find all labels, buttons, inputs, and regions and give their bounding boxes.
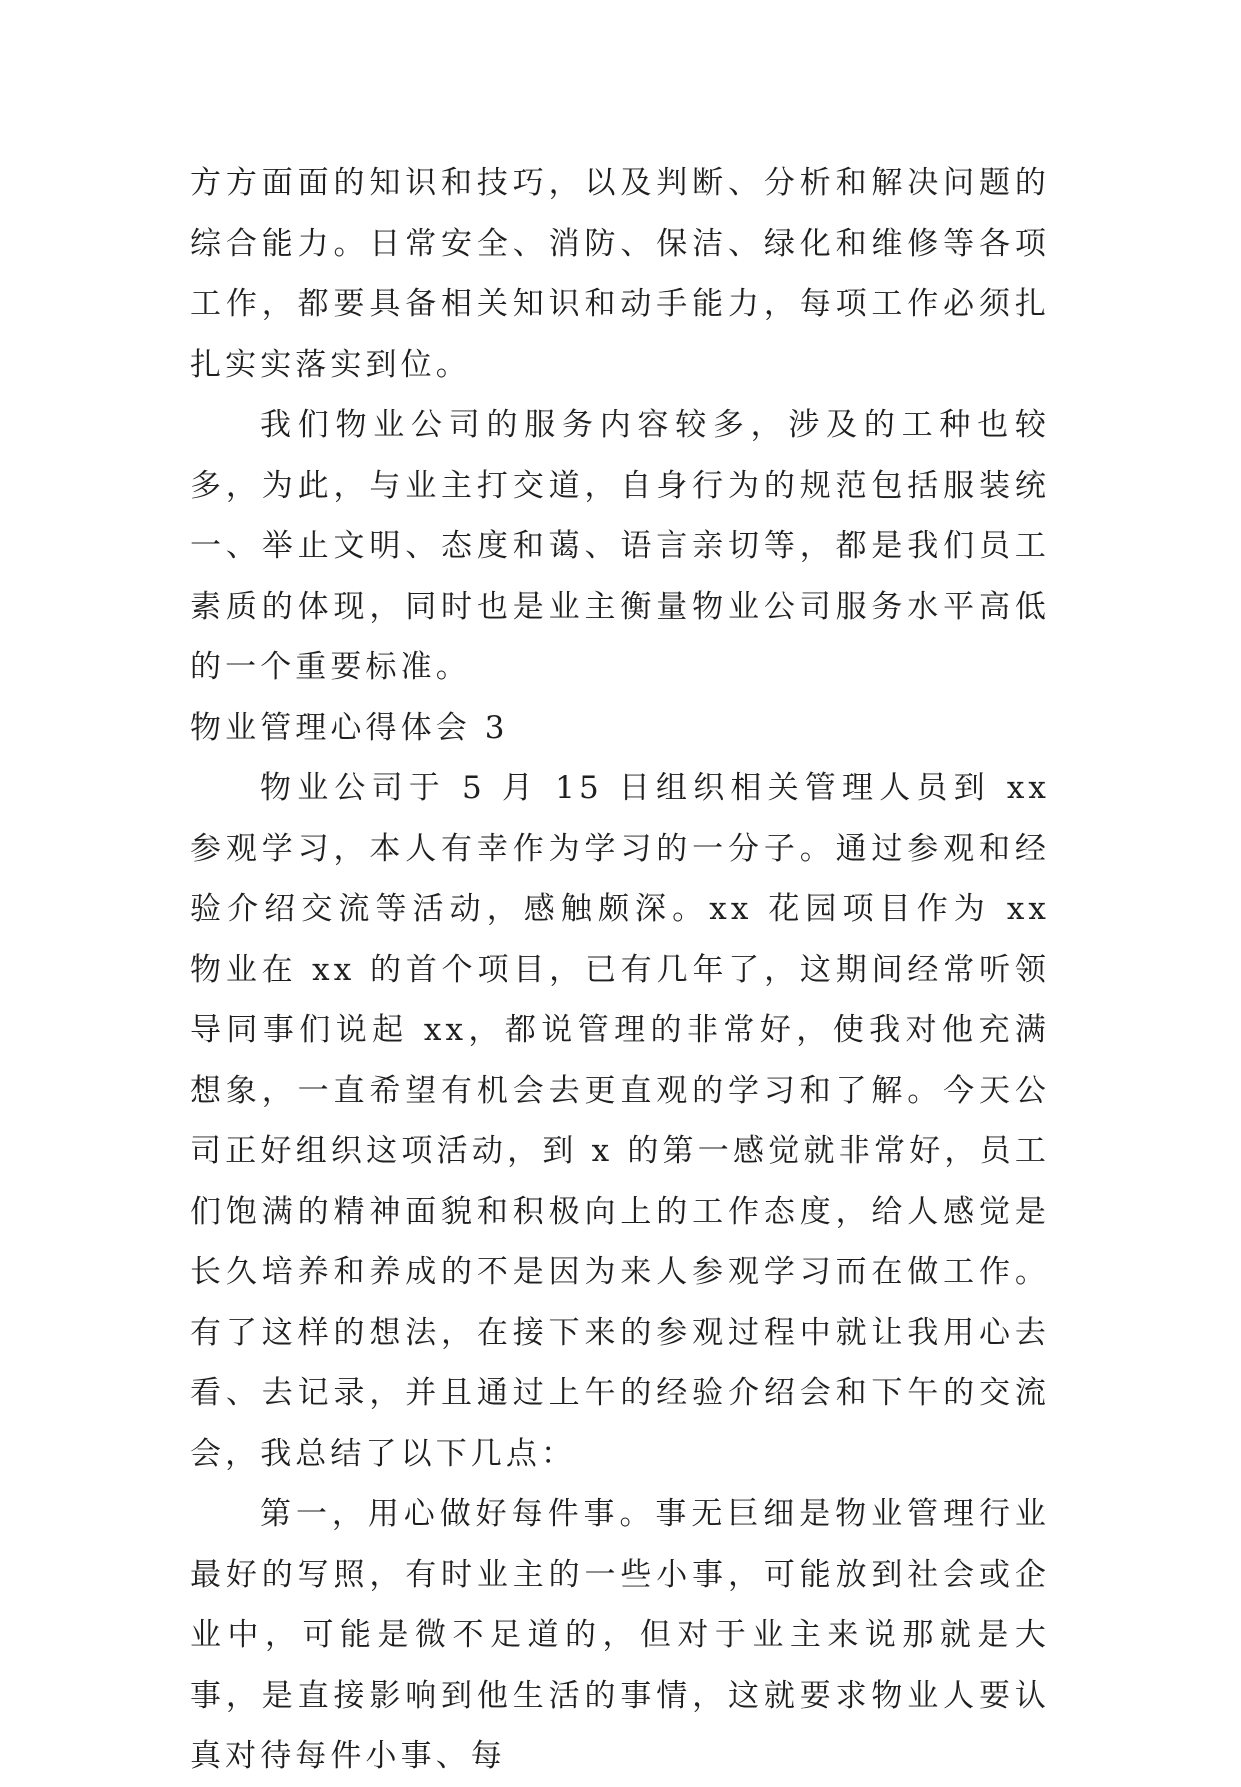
section-heading: 物业管理心得体会 3 <box>190 709 509 746</box>
paragraph-service-content: 我们物业公司的服务内容较多，涉及的工种也较多，为此，与业主打交道，自身行为的规范包括服装统一、举止文明、态度和蔼、语言亲切等，都是我们员工素质的体现，同时也是业主衡量物业公司服务水平高低的一个重要标准。 <box>190 407 1050 685</box>
paragraph-continuation: 方方面面的知识和技巧，以及判断、分析和解决问题的综合能力。日常安全、消防、保洁、绿化和维修等各项工作，都要具备相关知识和动手能力，每项工作必须扎扎实实落实到位。 <box>190 165 1050 383</box>
document-body <box>190 153 1050 1787</box>
paragraph-visit-study: 物业公司于 5 月 15 日组织相关管理人员到 xx 参观学习，本人有幸作为学习的一分子。通过参观和经验介绍交流等活动，感触颇深。xx 花园项目作为 xx 物业在 xx 的首个项目，已有几年了，这期间经常听领导同事们说起 xx，都说管理的非常好，使我对他充满想象，一直希望有机会去更直观的学习和了解。今天公司正好组织这项活动，到 x 的第一感觉就非常好，员工们饱满的精神面貌和积极向上的工作态度，给人感觉是长久培养和养成的不是因为来人参观学习而在做工作。有了这样的想法，在接下来的参观过程中就让我用心去看、去记录，并且通过上午的经验介绍会和下午的交流会，我总结了以下几点： <box>190 770 1050 1472</box>
paragraph-point-one: 第一，用心做好每件事。事无巨细是物业管理行业最好的写照，有时业主的一些小事，可能放到社会或企业中，可能是微不足道的，但对于业主来说那就是大事，是直接影响到他生活的事情，这就要求物业人要认真对待每件小事、每 <box>190 1496 1050 1774</box>
